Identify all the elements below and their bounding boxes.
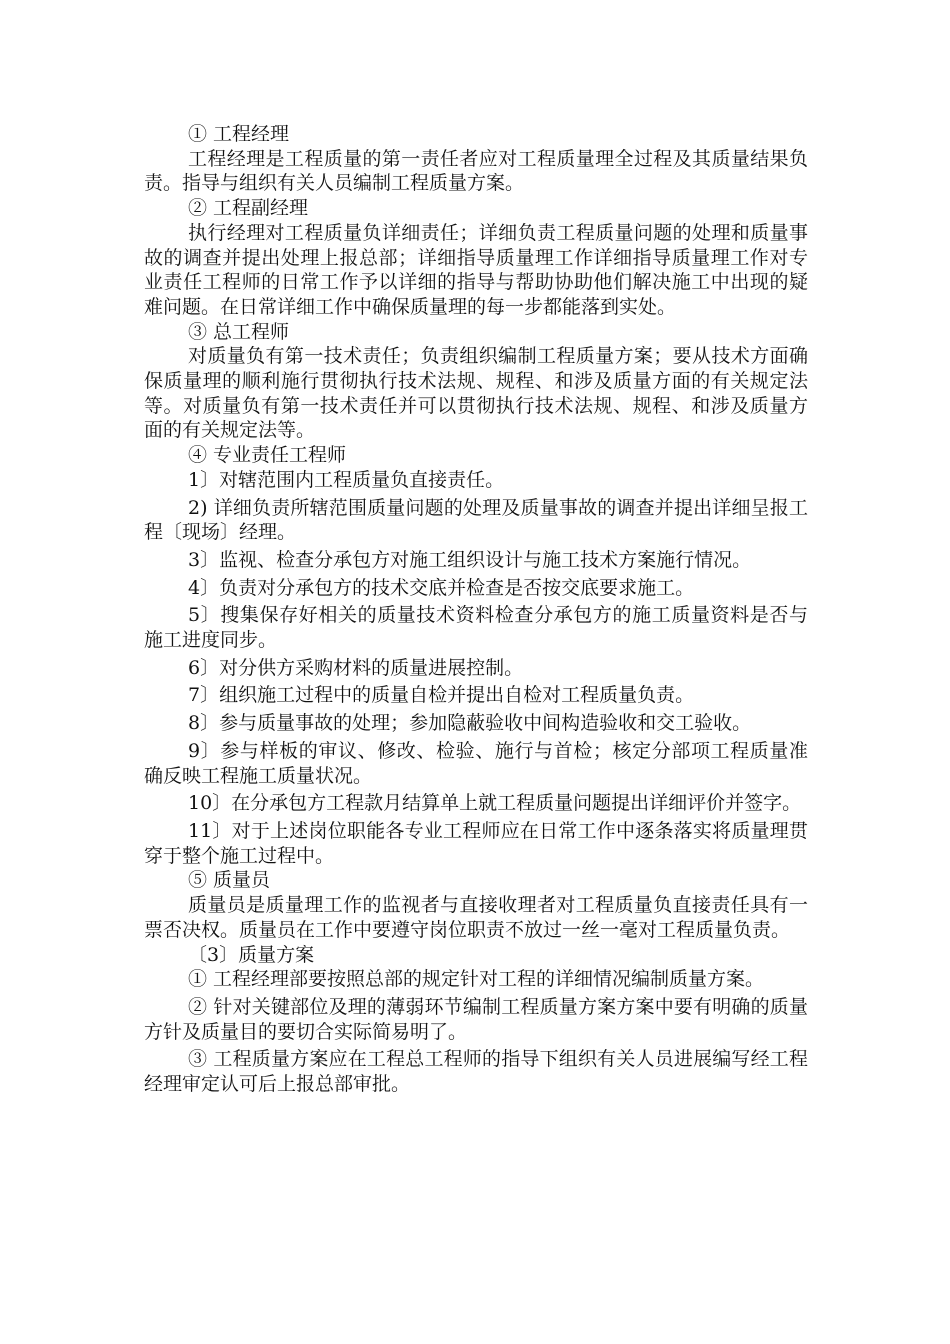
paragraph-deputy-manager: 执行经理对工程质量负详细责任；详细负责工程质量问题的处理和质量事故的调查并提出处理上报总部；详细指导质量理工作详细指导质量理工作对专业责任工程师的日常工作予以详细的指导与帮助协助他们解决施工中出现的疑难问题。在日常详细工作中确保质量理的每一步都能落到实处。 — [144, 221, 808, 318]
list-item-10: 10〕在分承包方工程款月结算单上就工程质量问题提出详细评价并签字。 — [188, 792, 802, 815]
paragraph-chief-engineer: 对质量负有第一技术责任；负责组织编制工程质量方案；要从技术方面确保质量理的顺利施行贯彻执行技术法规、规程、和涉及质量方面的有关规定法等。对质量负有第一技术责任并可以贯彻执行技术法规、规程、和涉及质量方面的有关规定法等。 — [144, 345, 808, 442]
quality-plan-item-3: ③ 工程质量方案应在工程总工程师的指导下组织有关人员进展编写经工程经理审定认可后上报总部审批。 — [144, 1048, 808, 1096]
heading-quality-inspector: ⑤ 质量员 — [188, 869, 271, 892]
list-item-9: 9〕参与样板的审议、修改、检验、施行与首检；核定分部项工程质量准确反映工程施工质量状况。 — [144, 739, 808, 787]
quality-plan-item-2: ② 针对关键部位及理的薄弱环节编制工程质量方案方案中要有明确的质量方针及质量目的要切合实际简易明了。 — [144, 995, 808, 1043]
list-item-4: 4〕负责对分承包方的技术交底并检查是否按交底要求施工。 — [188, 576, 695, 599]
list-item-3: 3〕监视、检查分承包方对施工组织设计与施工技术方案施行情况。 — [188, 548, 752, 571]
paragraph-project-manager: 工程经理是工程质量的第一责任者应对工程质量理全过程及其质量结果负责。指导与组织有关人员编制工程质量方案。 — [144, 147, 808, 195]
heading-quality-plan: 〔3〕质量方案 — [188, 943, 315, 966]
heading-specialist-engineer: ④ 专业责任工程师 — [188, 444, 347, 467]
heading-project-manager: ① 工程经理 — [188, 123, 290, 145]
heading-deputy-manager: ② 工程副经理 — [188, 197, 309, 220]
heading-chief-engineer: ③ 总工程师 — [188, 320, 290, 343]
list-item-11: 11〕对于上述岗位职能各专业工程师应在日常工作中逐条落实将质量理贯穿于整个施工过程中。 — [144, 819, 808, 867]
list-item-2: 2) 详细负责所辖范围质量问题的处理及质量事故的调查并提出详细呈报工程〔现场〕经理。 — [144, 496, 808, 544]
list-item-5: 5〕搜集保存好相关的质量技术资料检查分承包方的施工质量资料是否与施工进度同步。 — [144, 604, 808, 652]
quality-plan-item-1: ① 工程经理部要按照总部的规定针对工程的详细情况编制质量方案。 — [188, 968, 765, 991]
list-item-6: 6〕对分供方采购材料的质量进展控制。 — [188, 656, 524, 679]
list-item-1: 1〕对辖范围内工程质量负直接责任。 — [188, 468, 505, 491]
list-item-7: 7〕组织施工过程中的质量自检并提出自检对工程质量负责。 — [188, 684, 695, 707]
list-item-8: 8〕参与质量事故的处理；参加隐蔽验收中间构造验收和交工验收。 — [188, 712, 752, 735]
paragraph-quality-inspector: 质量员是质量理工作的监视者与直接收理者对工程质量负直接责任具有一票否决权。质量员在工作中要遵守岗位职责不放过一丝一毫对工程质量负责。 — [144, 894, 808, 941]
document-body — [144, 122, 808, 1097]
